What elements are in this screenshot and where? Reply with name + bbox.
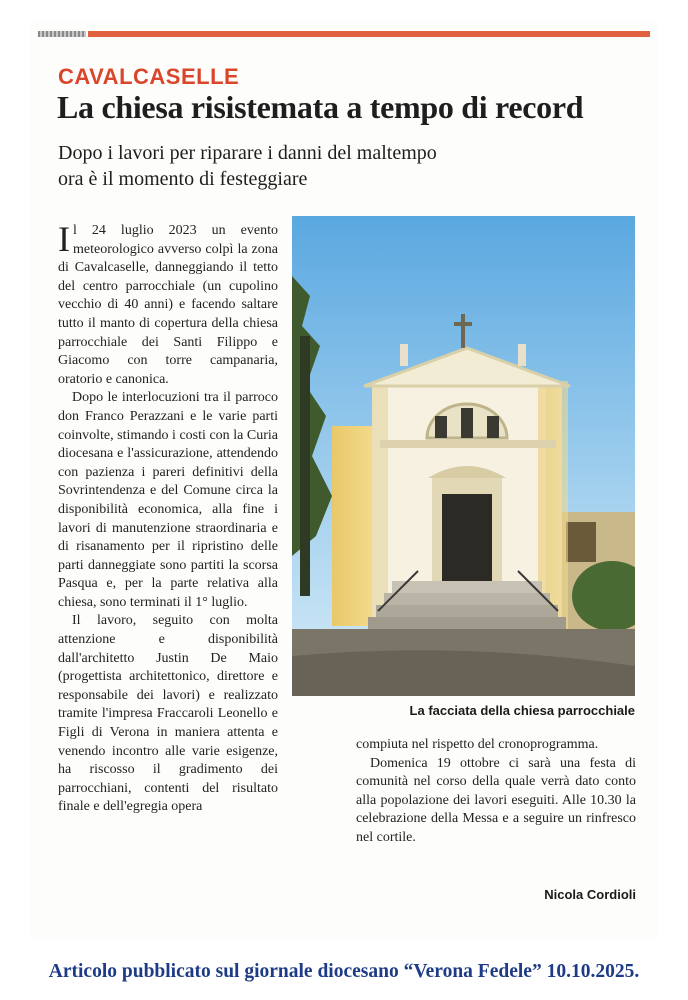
header-rule-grey: [38, 31, 86, 37]
church-photo: [292, 216, 635, 696]
paragraph-1-text: l 24 luglio 2023 un evento meteorologico avverso colpì la zona di Cavalcaselle, danneggiando il tetto del centro parrocchiale (un cupolino vecchio di 40 anni) e facendo saltare tutto il manto di copertura della chiesa parrocchiale dei Santi Filippo e Giacomo con torre campanaria, oratorio e canonica.: [58, 223, 278, 387]
article-headline: La chiesa risistemata a tempo di record: [57, 89, 584, 125]
author-byline: Nicola Cordioli: [544, 887, 636, 902]
location-kicker: CAVALCASELLE: [58, 64, 240, 89]
header-rule-red: [88, 31, 650, 37]
text-column-left: [58, 219, 278, 817]
photo-caption: La facciata della chiesa parrocchiale: [409, 703, 635, 718]
publication-note: Articolo pubblicato sul giornale diocesano “Verona Fedele” 10.10.2025.: [48, 961, 640, 982]
paragraph-4: Domenica 19 ottobre ci sarà una festa di comunità nel corso della quale verrà dato conto alla popolazione dei lavori eseguiti. Alle 10.30 la celebrazione della Messa e a seguire un rinfresco nel cortile.: [356, 755, 636, 845]
subhead-line: Dopo i lavori per riparare i danni del maltempo: [58, 142, 437, 164]
church-facade-illustration: [292, 216, 635, 696]
article-subhead: [58, 140, 578, 192]
paragraph-3: Il lavoro, seguito con molta attenzione e disponibilità dall'architetto Justin De Maio (progettista architettonico, direttore e responsabile dei lavori) e realizzato tramite l'impresa Fraccaroli Leonello e Figli di Verona in maniera attenta e venendo incontro alle varie esigenze, ha riscosso il gradimento dei parrocchiani, contenti del risultato finale e dell'egregia opera: [58, 613, 278, 815]
paragraph-1: [58, 219, 278, 389]
paragraph-2: Dopo le interlocuzioni tra il parroco don Franco Perazzani e le varie parti coinvolte, stimando i costi con la Curia diocesana e l'assicurazione, attendendo con pazienza i pareri definitivi della Sovrintendenza e del Comune circa la disponibilità economica, alla fine i lavori di manutenzione straordinaria e di risanamento per il ripristino delle parti danneggiate sono partiti la scorsa Pasqua e, per la parte relativa alla chiesa, sono terminati il 1° luglio.: [58, 390, 278, 610]
subhead-line: ora è il momento di festeggiare: [58, 168, 308, 190]
text-column-right: [356, 736, 636, 848]
drop-cap: I: [58, 219, 70, 259]
paragraph-3-continued: compiuta nel rispetto del cronoprogramma.: [356, 737, 599, 752]
